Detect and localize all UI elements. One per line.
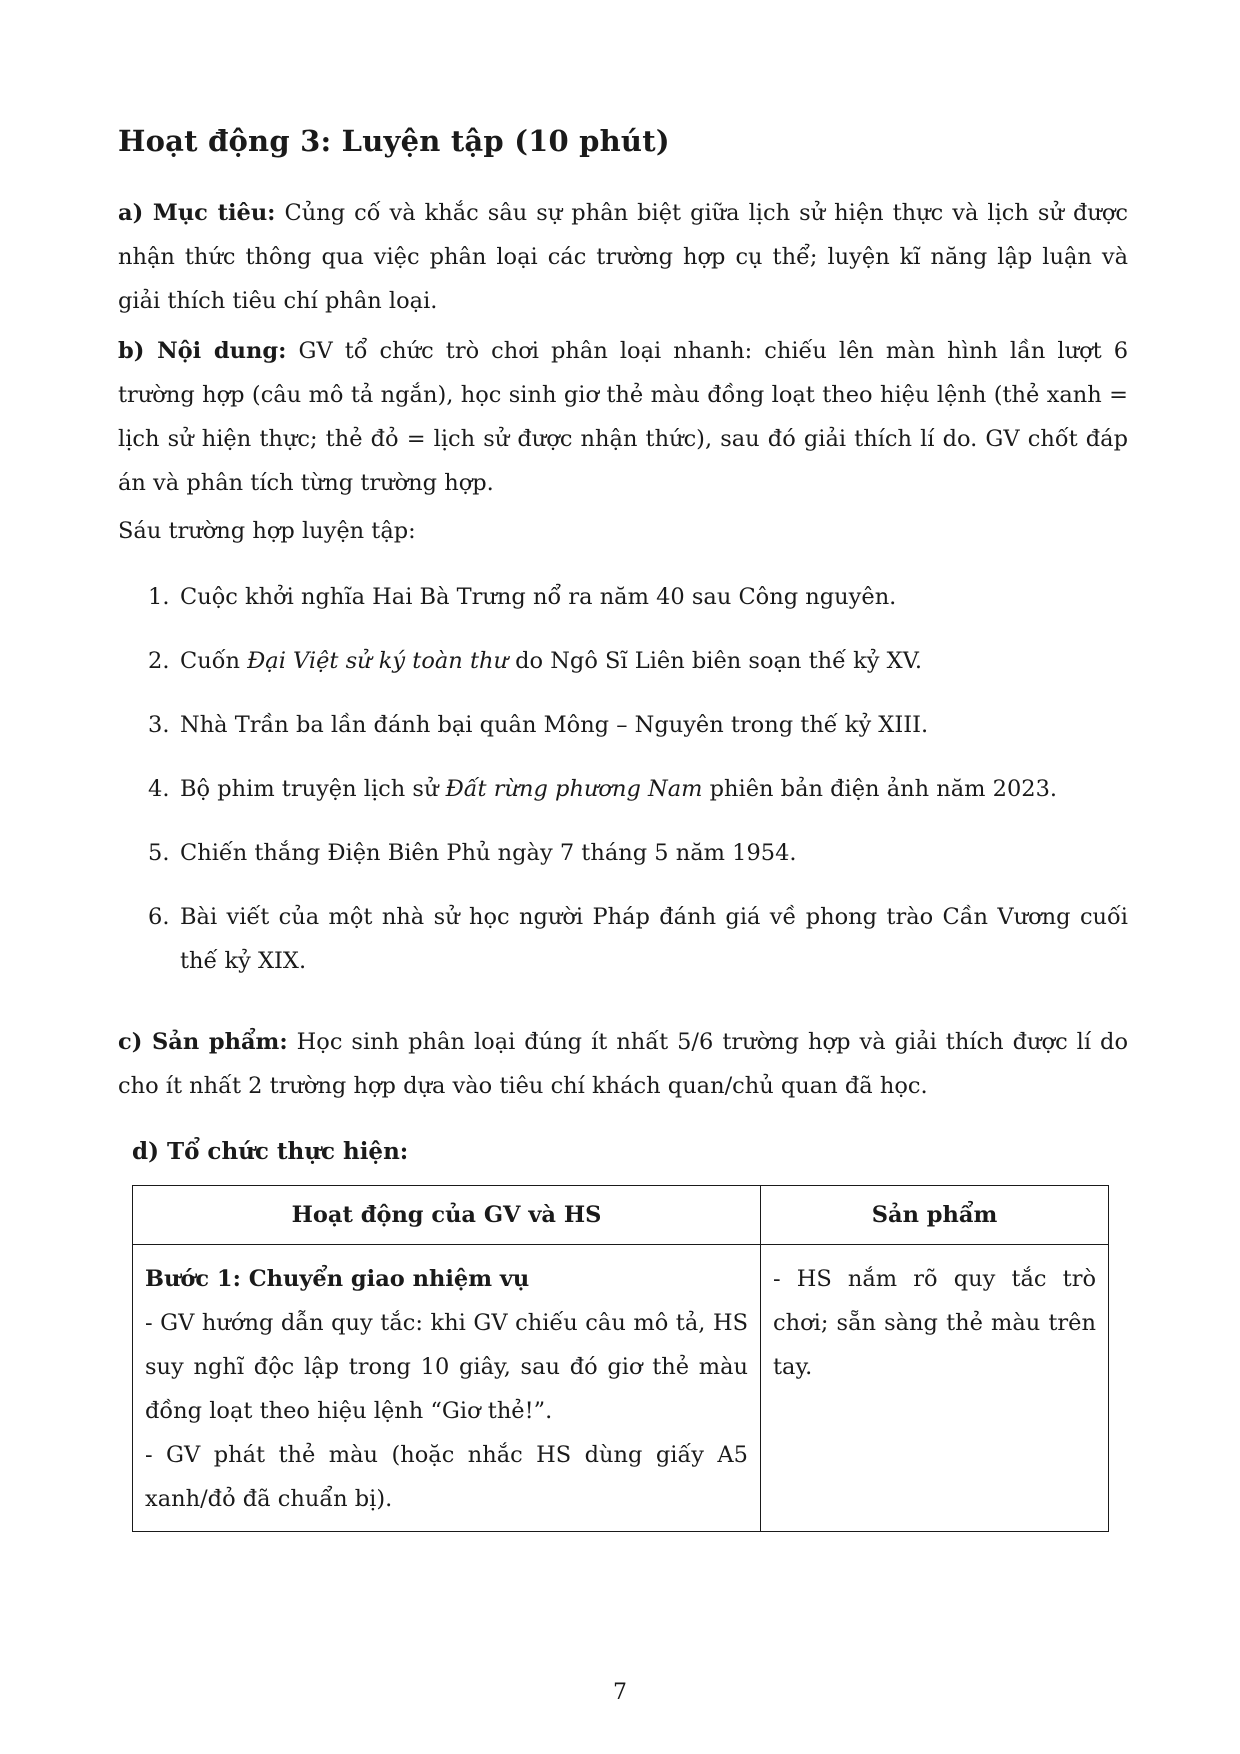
goal-label: a) Mục tiêu: xyxy=(118,200,276,226)
step-line: - GV phát thẻ màu (hoặc nhắc HS dùng giấy A5 xanh/đỏ đã chuẩn bị). xyxy=(145,1442,748,1512)
list-item xyxy=(118,575,1128,619)
list-item-text: Bộ phim truyện lịch sử xyxy=(180,776,446,802)
list-item xyxy=(118,767,1128,811)
list-item-number: 5. xyxy=(148,840,170,866)
content-text: GV tổ chức trò chơi phân loại nhanh: chiếu lên màn hình lần lượt 6 trường hợp (câu mô tả ngắn), học sinh giơ thẻ màu đồng loạt theo hiệu lệnh (thẻ xanh = lịch sử hiện thực; thẻ đỏ = lịch sử được nhận thức), sau đó giải thích lí do. GV chốt đáp án và phân tích từng trường hợp. xyxy=(118,338,1129,496)
product-cell xyxy=(761,1245,1109,1532)
list-item-number: 6. xyxy=(148,904,170,930)
product-paragraph xyxy=(118,1020,1128,1108)
table-header-row xyxy=(133,1186,1109,1245)
table-row xyxy=(133,1245,1109,1532)
cases-intro: Sáu trường hợp luyện tập: xyxy=(118,518,416,544)
organization-heading: d) Tổ chức thực hiện: xyxy=(132,1138,409,1165)
list-item-text: Bài viết của một nhà sử học người Pháp đánh giá về phong trào Cần Vương cuối thế kỷ XIX. xyxy=(180,904,1128,974)
list-item-text-after: phiên bản điện ảnh năm 2023. xyxy=(702,776,1058,802)
section-title: Hoạt động 3: Luyện tập (10 phút) xyxy=(118,124,670,158)
list-item-number: 3. xyxy=(148,712,170,738)
step-title: Bước 1: Chuyển giao nhiệm vụ xyxy=(145,1266,530,1292)
list-item xyxy=(118,831,1128,875)
column-header-product: Sản phẩm xyxy=(761,1186,1109,1245)
film-title: Đất rừng phương Nam xyxy=(445,776,703,802)
activities-cell xyxy=(133,1245,761,1532)
product-text: Học sinh phân loại đúng ít nhất 5/6 trường hợp và giải thích được lí do cho ít nhất 2 trường hợp dựa vào tiêu chí khách quan/chủ quan đã học. xyxy=(118,1029,1128,1099)
cases-list xyxy=(118,575,1128,983)
list-item-text: Cuộc khởi nghĩa Hai Bà Trưng nổ ra năm 40 sau Công nguyên. xyxy=(180,584,897,610)
list-item-number: 2. xyxy=(148,648,170,674)
list-item-text: Cuốn xyxy=(180,648,248,674)
list-item-text-after: do Ngô Sĩ Liên biên soạn thế kỷ XV. xyxy=(507,648,923,674)
content-label: b) Nội dung: xyxy=(118,338,287,364)
list-item-number: 4. xyxy=(148,776,170,802)
list-item-number: 1. xyxy=(148,584,170,610)
list-item xyxy=(118,895,1128,983)
book-title: Đại Việt sử ký toàn thư xyxy=(247,648,508,674)
column-header-activities: Hoạt động của GV và HS xyxy=(133,1186,761,1245)
goal-paragraph xyxy=(118,191,1128,323)
list-item xyxy=(118,639,1128,683)
page-number: 7 xyxy=(613,1680,627,1705)
organization-table xyxy=(132,1185,1109,1532)
list-item-text: Chiến thắng Điện Biên Phủ ngày 7 tháng 5 năm 1954. xyxy=(180,840,797,866)
content-paragraph xyxy=(118,329,1128,505)
document-page xyxy=(118,0,1130,1754)
product-cell-text: - HS nắm rõ quy tắc trò chơi; sẵn sàng thẻ màu trên tay. xyxy=(773,1266,1096,1380)
goal-text: Củng cố và khắc sâu sự phân biệt giữa lịch sử hiện thực và lịch sử được nhận thức thông qua việc phân loại các trường hợp cụ thể; luyện kĩ năng lập luận và giải thích tiêu chí phân loại. xyxy=(118,200,1128,314)
list-item-text: Nhà Trần ba lần đánh bại quân Mông – Nguyên trong thế kỷ XIII. xyxy=(180,712,929,738)
product-label: c) Sản phẩm: xyxy=(118,1029,288,1055)
step-line: - GV hướng dẫn quy tắc: khi GV chiếu câu mô tả, HS suy nghĩ độc lập trong 10 giây, sau đó giơ thẻ màu đồng loạt theo hiệu lệnh “Giơ thẻ!”. xyxy=(145,1310,748,1424)
list-item xyxy=(118,703,1128,747)
